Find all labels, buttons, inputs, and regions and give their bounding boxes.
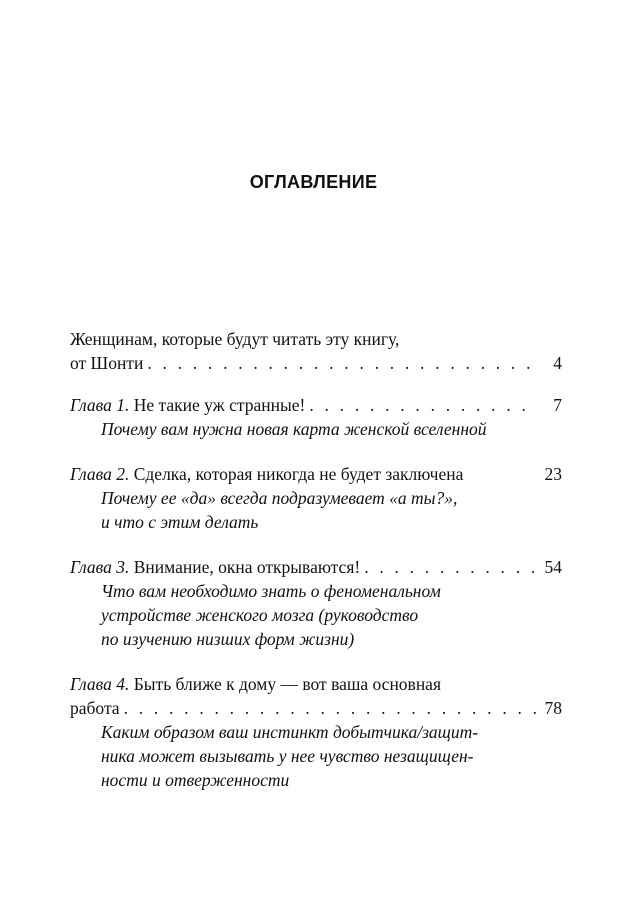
chapter-title: Быть ближе к дому — вот ваша основная (133, 674, 442, 694)
chapter-title: работа (70, 698, 120, 718)
table-of-contents (70, 327, 562, 813)
toc-entry-title-line (70, 555, 562, 579)
chapter-subtitle: ника может вызывать у нее чувство незащищен- (101, 746, 474, 766)
page-number: 54 (544, 557, 562, 577)
chapter-subtitle: устройстве женского мозга (руководство (101, 605, 419, 625)
toc-entry-title-line (70, 462, 562, 486)
chapter-label: Глава 3. (70, 557, 130, 577)
chapter-title: Не такие уж странные! (133, 395, 306, 415)
toc-entry-chapter-2[interactable] (70, 462, 562, 534)
dot-leader (364, 555, 536, 579)
page-number: 7 (553, 395, 562, 415)
page-number: 23 (544, 464, 562, 484)
toc-entry-title-line (70, 351, 562, 375)
toc-entry-title: от Шонти (70, 353, 144, 373)
toc-entry-title: Женщинам, которые будут читать эту книгу, (70, 329, 400, 349)
toc-entry-title-line (70, 327, 562, 351)
dot-leader (124, 696, 536, 720)
chapter-subtitle: Что вам необходимо знать о феноменальном (101, 581, 441, 601)
toc-entry-chapter-3[interactable] (70, 555, 562, 651)
toc-entry-chapter-1[interactable] (70, 393, 562, 441)
chapter-label: Глава 4. (70, 674, 130, 694)
page-title: ОГЛАВЛЕНИЕ (249, 172, 378, 192)
chapter-subtitle: по изучению низших форм жизни) (101, 629, 355, 649)
dot-leader (309, 393, 536, 417)
toc-entry-title-line (70, 393, 562, 417)
toc-entry-title-line (70, 696, 562, 720)
chapter-subtitle: ности и отверженности (101, 770, 290, 790)
toc-entry-chapter-4[interactable] (70, 672, 562, 792)
chapter-subtitle: и что с этим делать (101, 512, 259, 532)
toc-entry-preface[interactable] (70, 327, 562, 375)
toc-entry-title-line (70, 672, 562, 696)
chapter-subtitle: Почему ее «да» всегда подразумевает «а ты?», (101, 488, 458, 508)
chapter-label: Глава 2. (70, 464, 130, 484)
chapter-label: Глава 1. (70, 395, 130, 415)
page-number: 78 (544, 698, 562, 718)
page-number: 4 (553, 353, 562, 373)
chapter-subtitle: Каким образом ваш инстинкт добытчика/защит- (101, 722, 479, 742)
chapter-subtitle: Почему вам нужна новая карта женской вселенной (101, 419, 487, 439)
chapter-title: Внимание, окна открываются! (133, 557, 361, 577)
dot-leader (147, 351, 536, 375)
chapter-title: Сделка, которая никогда не будет заключена (133, 464, 464, 484)
